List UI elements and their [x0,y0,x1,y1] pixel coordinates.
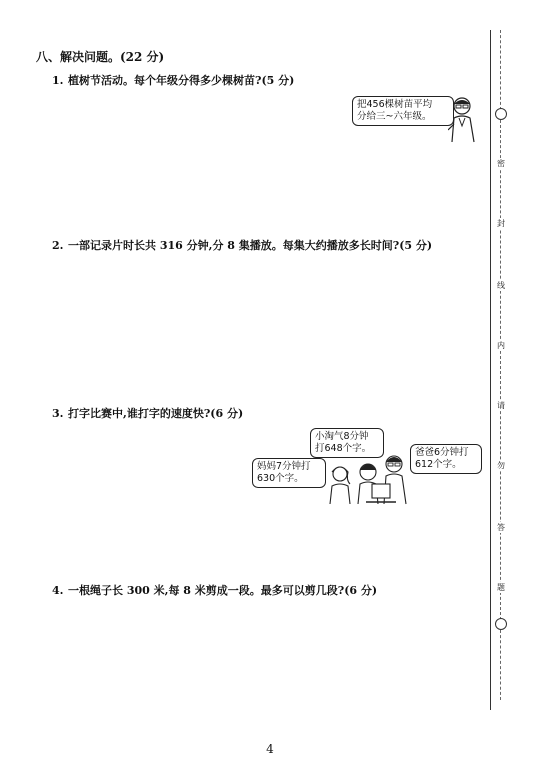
seal-char-1: 密 [497,159,505,168]
seal-circle-top [495,108,507,120]
seal-dotted-line-top [500,30,502,110]
question-2-number: 2. [52,239,64,252]
question-3 [52,405,243,421]
seal-char-5: 请 [497,401,505,410]
family-typing-illustration [322,450,414,506]
dad-speech-bubble: 爸爸6分钟打 612个字。 [410,444,482,474]
question-2-text: 一部记录片时长共 316 分钟,分 8 集播放。每集大约播放多长时间?(5 分) [68,239,433,252]
seal-char-6: 勿 [497,461,505,470]
question-3-text: 打字比赛中,谁打字的速度快?(6 分) [68,407,244,420]
page-number: 4 [266,742,274,756]
teacher-illustration [448,94,478,144]
question-1-text: 植树节活动。每个年级分得多少棵树苗?(5 分) [68,74,295,87]
question-4-text: 一根绳子长 300 米,每 8 米剪成一段。最多可以剪几段?(6 分) [68,584,378,597]
seal-char-8: 题 [497,583,505,592]
question-4 [52,582,377,598]
seal-char-2: 封 [497,219,505,228]
seal-char-4: 内 [497,341,505,350]
seal-circle-bottom [495,618,507,630]
teacher-speech-bubble: 把456棵树苗平均 分给三~六年级。 [352,96,454,126]
seal-dotted-line-middle [500,120,502,620]
question-2 [52,237,432,253]
seal-dotted-line-bottom [500,630,502,700]
question-1-number: 1. [52,74,64,87]
seal-char-7: 答 [497,523,505,532]
kid-speech-bubble: 小淘气8分钟 打648个字。 [310,428,384,458]
seal-char-3: 线 [497,281,505,290]
section-title: 八、解决问题。(22 分) [36,50,165,64]
question-1 [52,72,294,88]
question-3-number: 3. [52,407,64,420]
question-4-number: 4. [52,584,64,597]
seal-line [490,30,491,710]
mom-speech-bubble: 妈妈7分钟打 630个字。 [252,458,326,488]
